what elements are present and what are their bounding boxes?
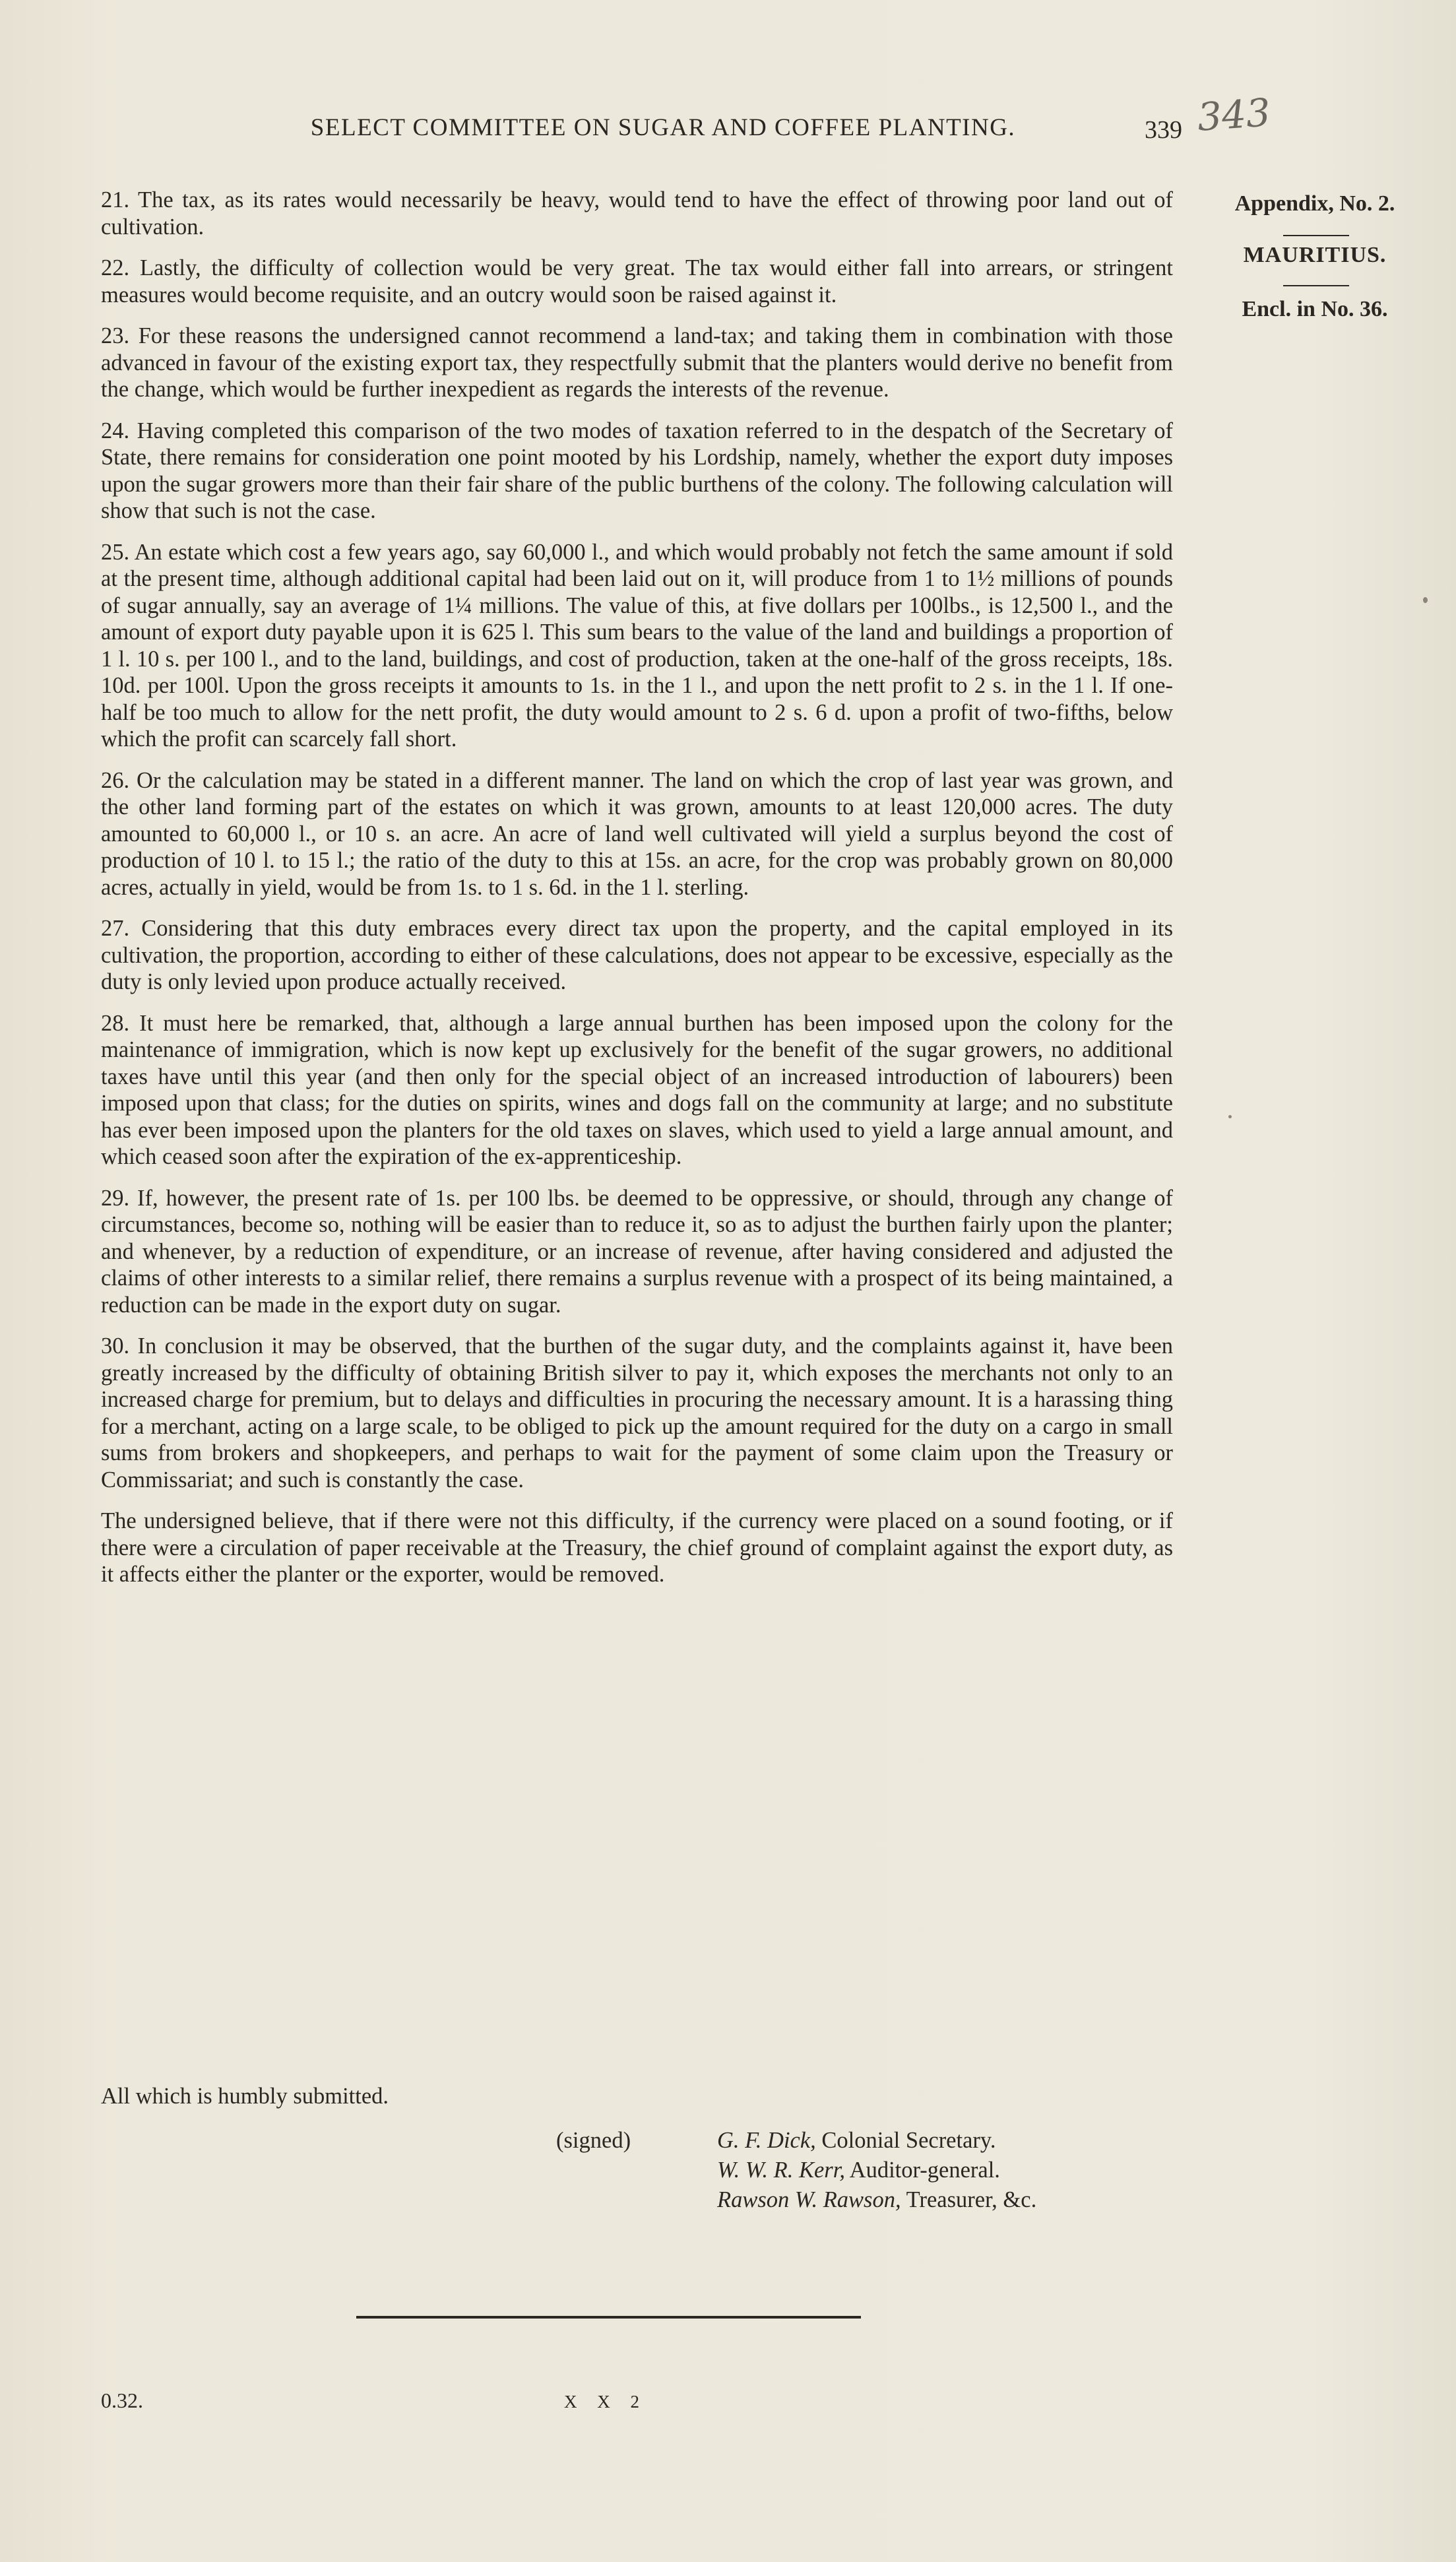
- page-number: 339: [1145, 116, 1182, 144]
- signatory-name: Rawson W. Rawson,: [717, 2187, 901, 2212]
- paragraph-23: 23. For these reasons the undersigned cannot recommend a land-tax; and taking them in combination with those advanced in favour of the existing export tax, they respectfully submit that the planters would derive no benefit from the change, which would be further inexpedient as regards the interests of the revenue.: [101, 323, 1173, 402]
- footer-signature-mark: X X 2: [564, 2392, 647, 2412]
- handwritten-folio-number: 343: [1195, 90, 1272, 140]
- paragraph-26: 26. Or the calculation may be stated in a different manner. The land on which the crop of last year was grown, and the other land forming part of the estates on which it was grown, amounts to at least 120,000 acres. The duty amounted to 60,000 l., or 10 s. an acre. An acre of land well cultivated will yield a surplus beyond the cost of production of 10 l. to 15 l.; the ratio of the duty to this at 15s. an acre, for the crop was probably grown on 80,000 acres, actually in yield, would be from 1s. to 1 s. 6d. in the 1 l. sterling.: [101, 767, 1173, 900]
- signature-dick: [717, 2128, 996, 2154]
- paragraph-27: 27. Considering that this duty embraces every direct tax upon the property, and the capital employed in its cultivation, the proportion, according to either of these calculations, does not appear to be excessive, especially as the duty is only levied upon produce actually received.: [101, 916, 1173, 994]
- signature-rawson: [717, 2187, 1036, 2213]
- sidenote-rule: [1283, 235, 1349, 236]
- paragraph-25: 25. An estate which cost a few years ago, say 60,000 l., and which would probably not fetch the same amount if sold at the present time, although additional capital had been laid out on it, will produce from 1 to 1½ millions of pounds of sugar annually, say an average of 1¼ millions. The value of this, at five dollars per 100lbs., is 12,500 l., and the amount of export duty payable upon it is 625 l. This sum bears to the value of the land and buildings a proportion of 1 l. 10 s. per 100 l., and to the land, buildings, and cost of production, taken at the one-half of the gross receipts, 18s. 10d. per 100l. Upon the gross receipts it amounts to 1s. in the 1 l., and upon the nett profit to 2 s. in the 1 l. If one-half be too much to allow for the nett profit, the duty would amount to 2 s. 6 d. upon a profit of two-fifths, below which the profit can scarcely fall short.: [101, 539, 1173, 752]
- body-text: [101, 187, 1173, 1603]
- signatory-title: Treasurer, &c.: [901, 2187, 1037, 2212]
- signature-kerr: [717, 2158, 1000, 2183]
- footer-sheet-number: 0.32.: [101, 2388, 143, 2412]
- sidenote-appendix: Appendix, No. 2.: [1234, 191, 1395, 216]
- paragraph-28: 28. It must here be remarked, that, although a large annual burthen has been imposed upon the colony for the maintenance of immigration, which is now kept up exclusively for the benefit of the sugar growers, no additional taxes have until this year (and then only for the special object of an increased introduction of labourers) been imposed upon that class; for the duties on spirits, wines and dogs fall on the community at large; and no substitute has ever been imposed upon the planters for the old taxes on slaves, which used to yield a large annual amount, and which ceased soon after the expiration of the ex-apprenticeship.: [101, 1010, 1173, 1169]
- signatory-name: W. W. R. Kerr,: [717, 2158, 845, 2183]
- closing-line: All which is humbly submitted.: [101, 2084, 389, 2109]
- sidenote-rule: [1283, 285, 1349, 286]
- signatory-title: Colonial Secretary.: [815, 2128, 996, 2153]
- paper-speck: [1228, 1115, 1232, 1118]
- sidenote-enclosure: Encl. in No. 36.: [1242, 297, 1388, 321]
- paragraph-29: 29. If, however, the present rate of 1s. per 100 lbs. be deemed to be oppressive, or should, through any change of circumstances, become so, nothing will be easier than to reduce it, so as to adjust the burthen fairly upon the planter; and whenever, by a reduction of expenditure, or an increase of revenue, after having considered and adjusted the claims of other interests to a similar relief, there remains a surplus revenue with a prospect of its being maintained, a reduction can be made in the export duty on sugar.: [101, 1185, 1173, 1318]
- running-head-title: SELECT COMMITTEE ON SUGAR AND COFFEE PLANTING.: [310, 114, 1016, 141]
- signatory-title: Auditor-general.: [844, 2158, 1000, 2183]
- paragraph-22: 22. Lastly, the difficulty of collection would be very great. The tax would either fall into arrears, or stringent measures would become requisite, and an outcry would soon be raised against it.: [101, 255, 1173, 307]
- signed-label: (signed): [556, 2128, 631, 2153]
- paragraph-21: 21. The tax, as its rates would necessarily be heavy, would tend to have the effect of throwing poor land out of cultivation.: [101, 187, 1173, 240]
- paper-speck: [1423, 597, 1428, 603]
- signatory-name: G. F. Dick,: [717, 2128, 816, 2153]
- end-rule: [356, 2316, 861, 2319]
- sidenote-colony: MAURITIUS.: [1243, 243, 1387, 267]
- paragraph-conclusion: The undersigned believe, that if there were not this difficulty, if the currency were placed on a sound footing, or if there were a circulation of paper receivable at the Treasury, the chief ground of complaint against the export duty, as it affects either the planter or the exporter, would be removed.: [101, 1508, 1173, 1587]
- paragraph-24: 24. Having completed this comparison of the two modes of taxation referred to in the despatch of the Secretary of State, there remains for consideration one point mooted by his Lordship, namely, whether the export duty imposes upon the sugar growers more than their fair share of the public burthens of the colony. The following calculation will show that such is not the case.: [101, 418, 1173, 523]
- paragraph-30: 30. In conclusion it may be observed, that the burthen of the sugar duty, and the complaints against it, have been greatly increased by the difficulty of obtaining British silver to pay it, which exposes the merchants not only to an increased charge for premium, but to delays and difficulties in procuring the necessary amount. It is a harassing thing for a merchant, acting on a large scale, to be obliged to pick up the amount required for the duty on a cargo in small sums from brokers and shopkeepers, and perhaps to wait for the payment of some claim upon the Treasury or Commissariat; and such is constantly the case.: [101, 1333, 1173, 1492]
